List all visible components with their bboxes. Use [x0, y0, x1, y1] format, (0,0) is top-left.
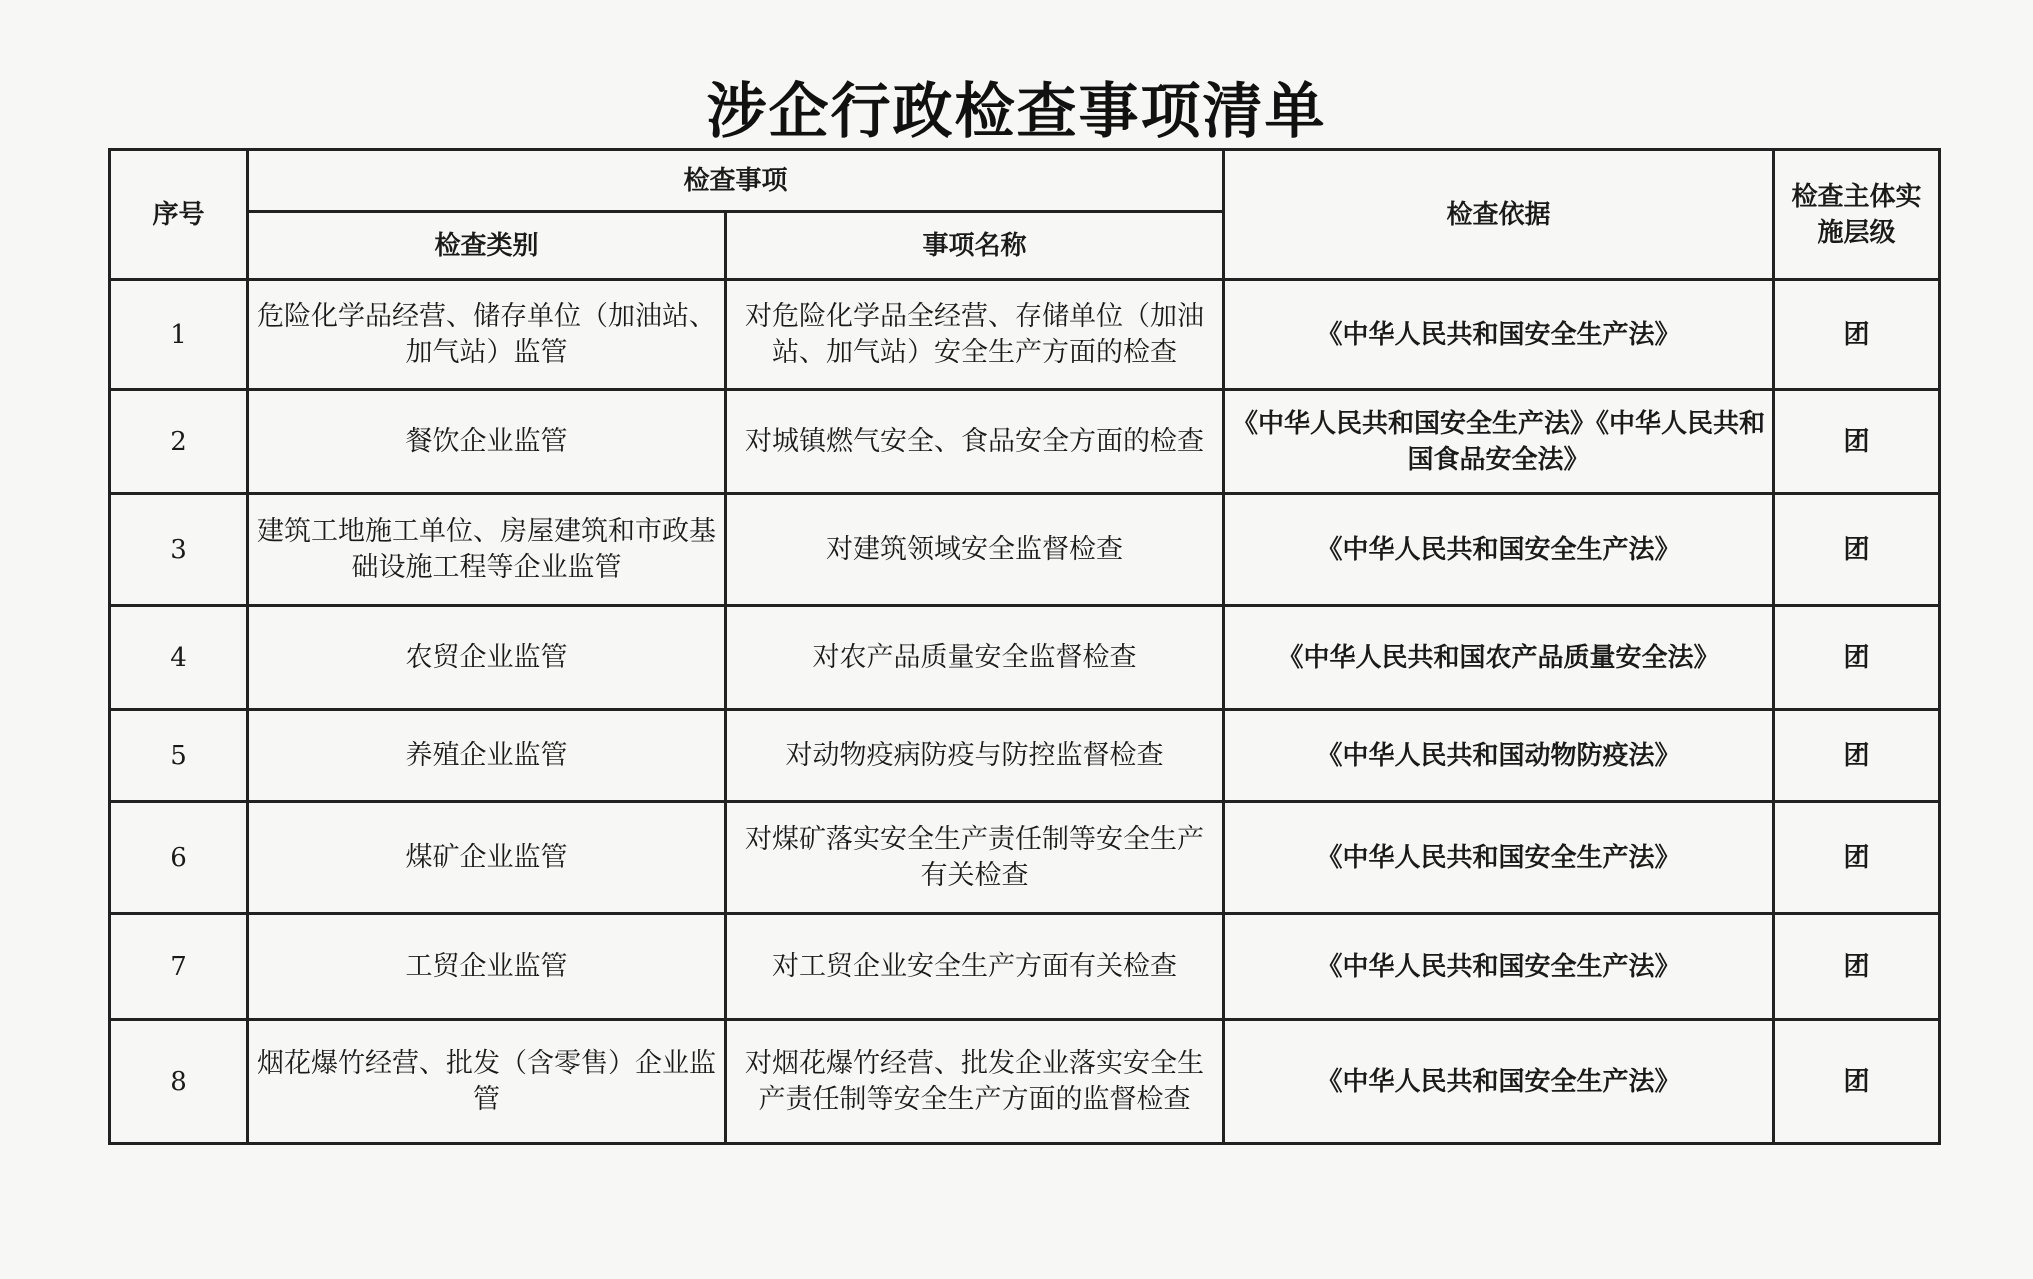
header-name: 事项名称: [726, 212, 1224, 280]
header-seq: 序号: [110, 150, 248, 280]
row-name: 对城镇燃气安全、食品安全方面的检查: [726, 390, 1224, 494]
row-name: 对煤矿落实安全生产责任制等安全生产有关检查: [726, 802, 1224, 914]
row-level: 团: [1774, 494, 1940, 606]
table-row: [110, 606, 1940, 710]
row-name: 对建筑领域安全监督检查: [726, 494, 1224, 606]
row-basis: 《中华人民共和国安全生产法》: [1224, 1020, 1774, 1144]
row-category: 农贸企业监管: [248, 606, 726, 710]
row-seq: 8: [110, 1020, 248, 1144]
row-seq: 4: [110, 606, 248, 710]
row-basis: 《中华人民共和国安全生产法》: [1224, 494, 1774, 606]
row-name: 对农产品质量安全监督检查: [726, 606, 1224, 710]
row-seq: 5: [110, 710, 248, 802]
row-seq: 3: [110, 494, 248, 606]
row-category: 建筑工地施工单位、房屋建筑和市政基础设施工程等企业监管: [248, 494, 726, 606]
row-seq: 2: [110, 390, 248, 494]
header-category: 检查类别: [248, 212, 726, 280]
row-basis: 《中华人民共和国安全生产法》: [1224, 802, 1774, 914]
table-row: [110, 802, 1940, 914]
row-name: 对危险化学品全经营、存储单位（加油站、加气站）安全生产方面的检查: [726, 280, 1224, 390]
row-basis: 《中华人民共和国安全生产法》《中华人民共和国食品安全法》: [1224, 390, 1774, 494]
row-basis: 《中华人民共和国动物防疫法》: [1224, 710, 1774, 802]
row-basis: 《中华人民共和国安全生产法》: [1224, 280, 1774, 390]
header-items-group: 检查事项: [248, 150, 1224, 212]
row-name: 对烟花爆竹经营、批发企业落实安全生产责任制等安全生产方面的监督检查: [726, 1020, 1224, 1144]
row-category: 餐饮企业监管: [248, 390, 726, 494]
row-category: 烟花爆竹经营、批发（含零售）企业监管: [248, 1020, 726, 1144]
row-category: 工贸企业监管: [248, 914, 726, 1020]
header-level: 检查主体实施层级: [1774, 150, 1940, 280]
header-basis: 检查依据: [1224, 150, 1774, 280]
row-category: 危险化学品经营、储存单位（加油站、加气站）监管: [248, 280, 726, 390]
row-seq: 7: [110, 914, 248, 1020]
row-basis: 《中华人民共和国安全生产法》: [1224, 914, 1774, 1020]
row-name: 对工贸企业安全生产方面有关检查: [726, 914, 1224, 1020]
table-row: [110, 390, 1940, 494]
row-level: 团: [1774, 914, 1940, 1020]
row-seq: 1: [110, 280, 248, 390]
table-row: [110, 494, 1940, 606]
row-level: 团: [1774, 606, 1940, 710]
row-category: 煤矿企业监管: [248, 802, 726, 914]
table-row: [110, 280, 1940, 390]
table-row: [110, 1020, 1940, 1144]
row-level: 团: [1774, 280, 1940, 390]
row-category: 养殖企业监管: [248, 710, 726, 802]
row-level: 团: [1774, 390, 1940, 494]
row-level: 团: [1774, 802, 1940, 914]
row-level: 团: [1774, 710, 1940, 802]
row-level: 团: [1774, 1020, 1940, 1144]
row-basis: 《中华人民共和国农产品质量安全法》: [1224, 606, 1774, 710]
page-title: 涉企行政检查事项清单: [706, 77, 1327, 147]
table-row: [110, 710, 1940, 802]
row-name: 对动物疫病防疫与防控监督检查: [726, 710, 1224, 802]
inspection-items-table: [108, 148, 1941, 1145]
row-seq: 6: [110, 802, 248, 914]
table-row: [110, 914, 1940, 1020]
